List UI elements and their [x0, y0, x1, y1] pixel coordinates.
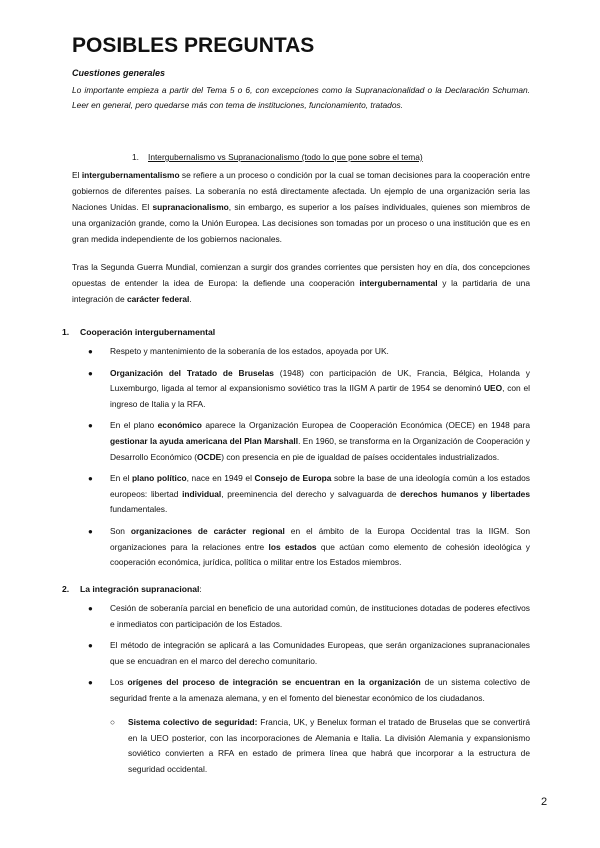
- list-item: ● Son organizaciones de carácter regional en el ámbito de la Europa Occidental tras la IIGM. Son organizaciones para la relaciones entre los estados que actúan como elemento de cohesión ideológica y cooperación económica, jurídica, política o militar entre los Estados miembros.: [88, 525, 530, 568]
- paragraph-postwar: Tras la Segunda Guerra Mundial, comienzan a surgir dos grandes corrientes que persisten hoy en día, dos concepciones opuestas de entender la idea de Europa: la defiende una cooperación intergubernamental y la partidaria de una integración de carácter federal.: [72, 262, 530, 304]
- list-item: ● Cesión de soberanía parcial en beneficio de una autoridad común, de instituciones dotadas de poderes efectivos e inmediatos con participación de los Estados.: [88, 603, 530, 629]
- sublist-integracion: [110, 715, 530, 777]
- list-item: ● El método de integración se aplicará a las Comunidades Europeas, que serán organizaciones supranacionales que se encuadran en el marco del derecho comunitario.: [88, 640, 530, 666]
- subheading: Cuestiones generales: [72, 68, 166, 78]
- list-cooperacion: [88, 344, 530, 577]
- list-item: ● Respeto y mantenimiento de la soberanía de los estados, apoyada por UK.: [88, 346, 389, 356]
- intro-paragraph: Lo importante empieza a partir del Tema 5 o 6, con excepciones como la Supranacionalidad o la Declaración Schuman. Leer en general, pero quedarse más con tema de instituciones, funcionamiento, tratados.: [72, 85, 530, 110]
- paragraph-intergub: El intergubernamentalismo se refiere a un proceso o condición por la cual se toman decisiones para la cooperación entre gobiernos de diferentes países. La soberanía no está directamente afectada. Un ejemplo de una organización seria las Naciones Unidas. El supranacionalismo, sin embargo, es superior a los países individuales, quienes son miembros de una organización grande, como la Unión Europea. Las decisiones son tomadas por un proceso o una institución que es en gran medida independiente de los gobiernos nacionales.: [72, 170, 530, 244]
- section-1-number: 1.: [132, 152, 139, 162]
- list-item: ● Organización del Tratado de Bruselas (1948) con participación de UK, Francia, Bélgica, Holanda y Luxemburgo, ligada al temor al expansionismo soviético tras la IIGM A partir de 1954 se denominó UEO, con el ingreso de Italia y la RFA.: [88, 367, 530, 409]
- section-1-title: Intergubernalismo vs Supranacionalismo (todo lo que pone sobre el tema): [148, 152, 423, 162]
- page-number: 2: [541, 796, 548, 808]
- list-integracion: [88, 601, 530, 713]
- list-item: ○ Sistema colectivo de seguridad: Francia, UK, y Benelux forman el tratado de Bruselas que se convertirá en la UEO posterior, con las incorporaciones de Alemania e Italia. La división Alemania y expansionismo soviético convierten a RFA en estado de primera línea que habrá que incorporar a la estructura de seguridad occidental.: [110, 717, 530, 774]
- list-item: ● Los orígenes del proceso de integración se encuentran en la organización de un sistema colectivo de seguridad frente a la amenaza alemana, y en el fomento del bienestar económico de los ciudadanos.: [88, 677, 530, 703]
- heading-cooperacion: 1. Cooperación intergubernamental: [62, 327, 216, 337]
- page-title: POSIBLES PREGUNTAS: [72, 34, 315, 57]
- list-item: ● En el plano político, nace en 1949 el Consejo de Europa sobre la base de una ideología común a los estados europeos: libertad individual, preeminencia del derecho y salvaguarda de derechos humanos y libertades fundamentales.: [88, 473, 530, 515]
- list-item: ● En el plano económico aparece la Organización Europea de Cooperación Económica (OECE) en 1948 para gestionar la ayuda americana del Plan Marshall. En 1960, se transforma en la Organización de Cooperación y Desarrollo Económico (OCDE) con presencia en pie de igualdad de países occidentales industrializados.: [88, 420, 530, 462]
- heading-integracion: 2. La integración supranacional:: [62, 584, 202, 594]
